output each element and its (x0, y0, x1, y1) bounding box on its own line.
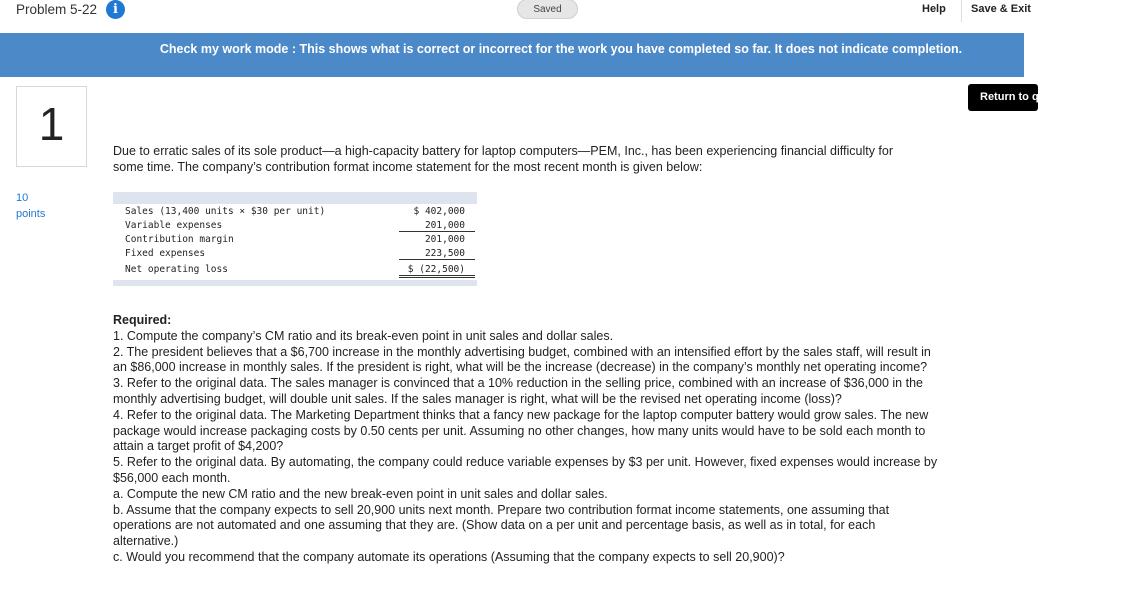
help-link[interactable]: Help (922, 3, 946, 15)
save-exit-link[interactable]: Save & Exit (971, 3, 1031, 15)
statement-label: Contribution margin (125, 234, 234, 245)
statement-amount: 201,000 (424, 234, 465, 245)
requirement-item: c. Would you recommend that the company automate its operations (Assuming that the company expects to sell 20,900)? (113, 549, 785, 564)
requirement-item: 2. The president believes that a $6,700 increase in the monthly advertising budget, combined with an intensified effort by the sales staff, will result in an $86,000 increase in monthly sales. If the president is right, what will be the increase (decrease) in the company’s monthly net operating income? (113, 344, 931, 375)
requirement-item: 4. Refer to the original data. The Marketing Department thinks that a fancy new package for the laptop computer battery would grow sales. The new package would increase packaging costs by 0.50 cents per unit. Assuming no other changes, how many units would have to be sold each month to attain a target profit of $4,200? (113, 407, 929, 454)
statement-row (125, 220, 465, 234)
statement-label: Variable expenses (125, 220, 223, 231)
statement-amount: 223,500 (399, 248, 475, 260)
header-divider (961, 0, 962, 22)
check-my-work-banner (0, 33, 1024, 77)
banner-text: Check my work mode : This shows what is correct or incorrect for the work you have completed so far. It does not indicate completion. (159, 42, 963, 56)
statement-row (125, 264, 465, 278)
statement-amount: $ 402,000 (413, 206, 465, 217)
points-value: 10 (16, 192, 29, 204)
saved-status-badge: Saved (517, 0, 578, 19)
required-title: Required: (113, 313, 172, 327)
return-to-question-button[interactable]: Return to question (968, 84, 1038, 111)
statement-row (125, 248, 465, 262)
requirement-item: a. Compute the new CM ratio and the new break-even point in unit sales and dollar sales. (113, 486, 608, 501)
points-label: points (16, 208, 46, 220)
statement-label: Net operating loss (125, 264, 228, 275)
requirement-item: 3. Refer to the original data. The sales manager is convinced that a 10% reduction in the selling price, combined with an increase of $36,000 in the monthly advertising budget, will double unit sales. If the sales manager is right, what will be the revised net operating income (loss)? (113, 376, 923, 406)
top-bar (0, 0, 1031, 34)
requirement-item: 1. Compute the company’s CM ratio and its break-even point in unit sales and dollar sales. (113, 328, 614, 343)
statement-row (125, 206, 465, 220)
info-icon[interactable]: i (106, 0, 125, 19)
problem-intro: Due to erratic sales of its sole product—a high-capacity battery for laptop computers—PEM, Inc., has been experiencing financial difficulty for some time. The company’s contribution format income statement for the most recent month is given below: (113, 144, 894, 174)
statement-row (125, 234, 465, 248)
question-number: 1 (38, 98, 65, 150)
required-section (113, 313, 943, 566)
problem-title: Problem 5-22 (16, 2, 98, 17)
requirement-item: b. Assume that the company expects to sell 20,900 units next month. Prepare two contribution format income statements, one assuming that operations are not automated and one assuming that they are. (Show data on a per unit and percentage basis, as well as in total, for each alternative.) (113, 502, 890, 549)
income-statement-table (113, 192, 477, 286)
statement-amount: $ (22,500) (399, 264, 475, 278)
question-number-box (16, 86, 87, 167)
requirement-item: 5. Refer to the original data. By automating, the company could reduce variable expenses by $3 per unit. However, fixed expenses would increase by $56,000 each month. (113, 455, 938, 485)
statement-amount: 201,000 (399, 220, 475, 232)
statement-label: Sales (13,400 units × $30 per unit) (125, 206, 326, 217)
statement-label: Fixed expenses (125, 248, 206, 259)
